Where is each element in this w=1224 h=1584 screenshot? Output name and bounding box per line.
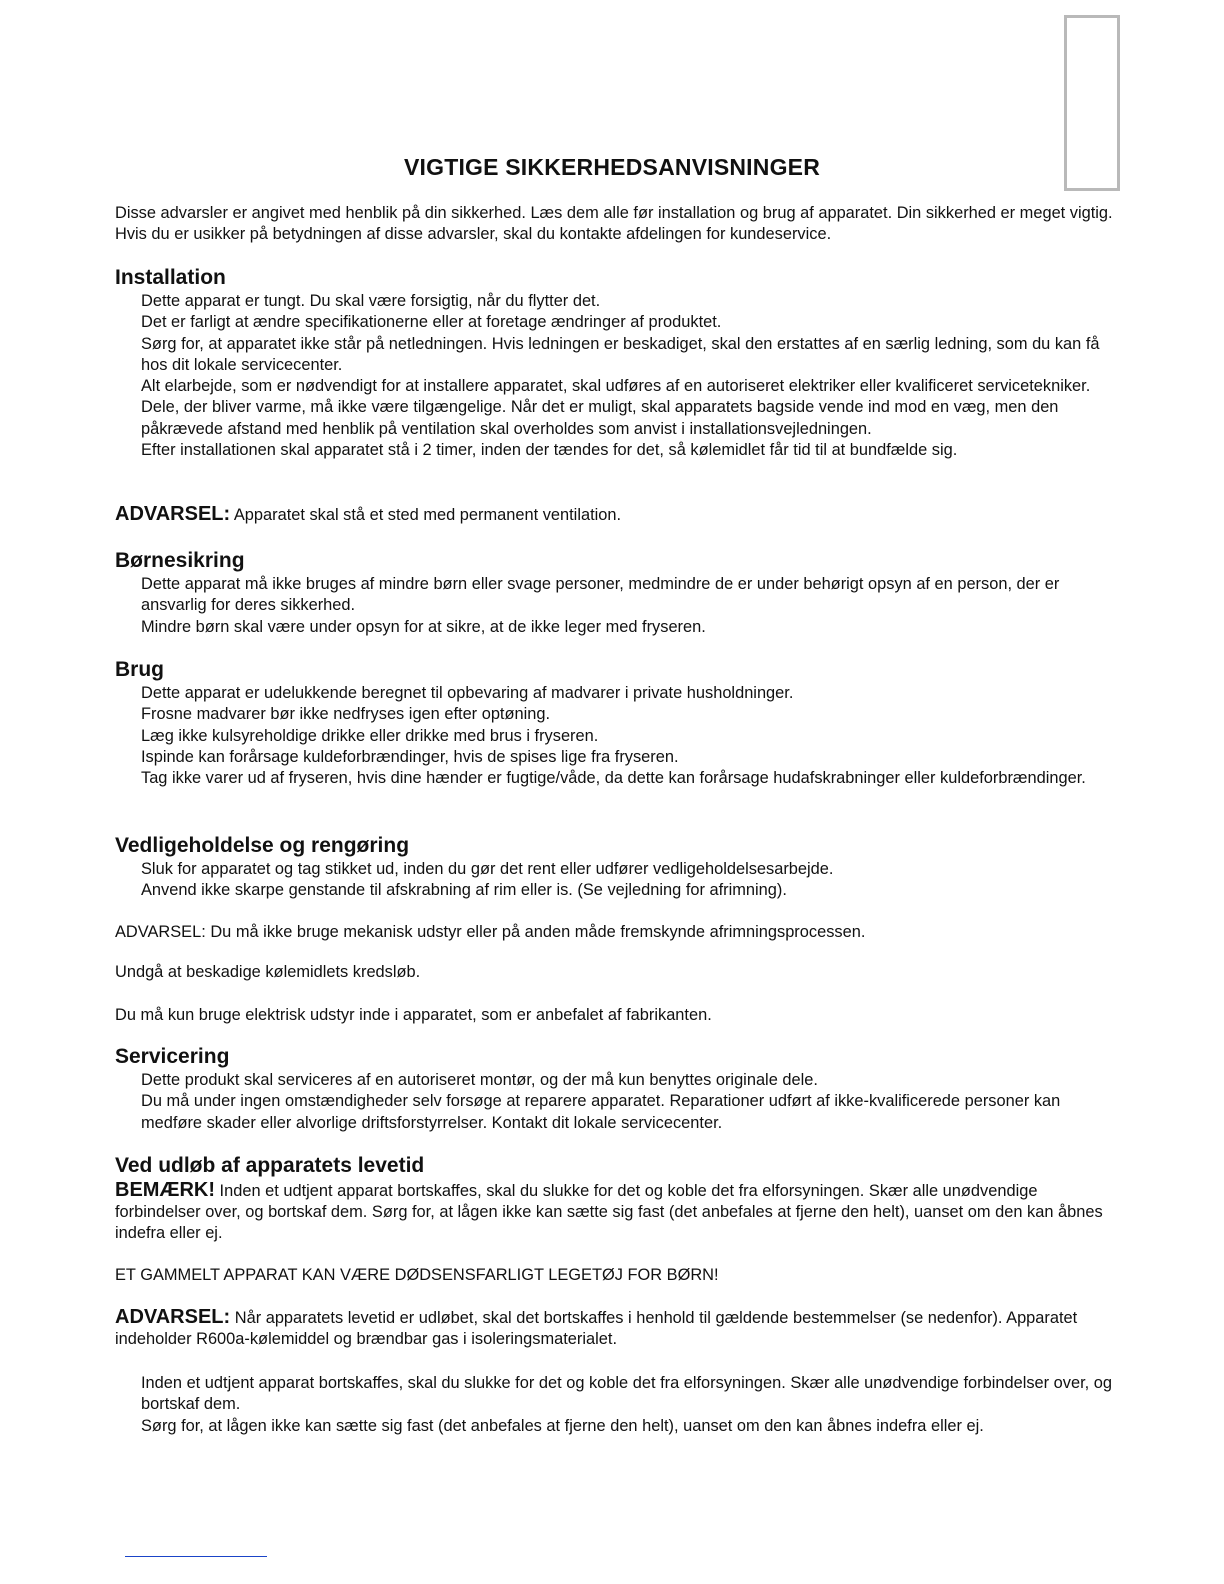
list-item: Du må under ingen omstændigheder selv forsøge at reparere apparatet. Reparationer udført af ikke-kvalificerede personer kan medføre skader eller alvorlige driftsforstyrrelser. Kontakt dit lokale servicecenter. bbox=[141, 1092, 1061, 1132]
list-item: Ispinde kan forårsage kuldeforbrændinger, hvis de spises lige fra fryseren. bbox=[141, 747, 679, 766]
disposal-warning bbox=[115, 1307, 1115, 1350]
list-item: Dette apparat er tungt. Du skal være forsigtig, når du flytter det. bbox=[141, 292, 601, 310]
intro-paragraph: Disse advarsler er angivet med henblik på din sikkerhed. Læs dem alle før installation og brug af apparatet. Din sikkerhed er meget vigtig. Hvis du er usikker på betydningen af disse advarsler, skal du kontakte afdelingen for kundeservice. bbox=[115, 204, 1113, 243]
warning-label: ADVARSEL: bbox=[115, 503, 231, 525]
section-heading-endoflife: Ved udløb af apparatets levetid bbox=[115, 1154, 425, 1177]
list-item: Efter installationen skal apparatet stå i 2 timer, inden der tændes for det, så kølemidlet får tid til at bundfælde sig. bbox=[141, 441, 958, 460]
electrical-equipment-note: Du må kun bruge elektrisk udstyr inde i apparatet, som er anbefalet af fabrikanten. bbox=[115, 1006, 712, 1024]
section-heading-servicing: Servicering bbox=[115, 1045, 230, 1068]
childsafety-list bbox=[141, 574, 1116, 638]
warning-text: Når apparatets levetid er udløbet, skal det bortskaffes i henhold til gældende bestemmelser (se nedenfor). Apparatet indeholder R600a-kølemiddel og brændbar gas i isoleringsmaterialet. bbox=[115, 1309, 1078, 1348]
warning-text: Apparatet skal stå et sted med permanent ventilation. bbox=[230, 506, 622, 524]
list-item: Læg ikke kulsyreholdige drikke eller drikke med brus i fryseren. bbox=[141, 726, 599, 745]
ventilation-warning bbox=[115, 504, 1115, 526]
list-item: Dette apparat må ikke bruges af mindre børn eller svage personer, medmindre de er under behørigt opsyn af en person, der er ansvarlig for deres sikkerhed. bbox=[141, 575, 1060, 615]
final-instructions bbox=[141, 1373, 1116, 1437]
defrost-warning: ADVARSEL: Du må ikke bruge mekanisk udstyr eller på anden måde fremskynde afrimningsprocessen. bbox=[115, 923, 866, 941]
list-item: Sluk for apparatet og tag stikket ud, inden du gør det rent eller udfører vedligeholdelsesarbejde. bbox=[141, 860, 834, 878]
list-item: Inden et udtjent apparat bortskaffes, skal du slukke for det og koble det fra elforsyningen. Skær alle unødvendige forbindelser over, og bortskaf dem. bbox=[141, 1374, 1112, 1414]
list-item: Sørg for, at lågen ikke kan sætte sig fast (det anbefales at fjerne den helt), uanset om den kan åbnes indefra eller ej. bbox=[141, 1416, 984, 1435]
list-item: Tag ikke varer ud af fryseren, hvis dine hænder er fugtige/våde, da dette kan forårsage hudafskrabninger eller kuldeforbrændinger. bbox=[141, 769, 1086, 788]
section-heading-maintenance: Vedligeholdelse og rengøring bbox=[115, 834, 410, 857]
list-item: Alt elarbejde, som er nødvendigt for at installere apparatet, skal udføres af en autoriseret elektriker eller kvalificeret servicetekniker. bbox=[141, 377, 1091, 396]
list-item: Dette produkt skal serviceres af en autoriseret montør, og der må kun benyttes originale dele. bbox=[141, 1071, 818, 1089]
section-heading-use: Brug bbox=[115, 658, 164, 681]
footnote-separator bbox=[125, 1556, 267, 1557]
note-label: BEMÆRK! bbox=[115, 1179, 215, 1201]
disposal-note bbox=[115, 1180, 1115, 1244]
list-item: Frosne madvarer bør ikke nedfryses igen efter optøning. bbox=[141, 705, 551, 724]
maintenance-list bbox=[141, 859, 1116, 902]
note-text: Inden et udtjent apparat bortskaffes, skal du slukke for det og koble det fra elforsyningen. Skær alle unødvendige forbindelser over, og bortskaf dem. Sørg for, at lågen ikke kan sætte sig fast (det anbefales at fjerne den helt), uanset om den kan åbnes indefra eller ej. bbox=[115, 1182, 1103, 1242]
section-heading-installation: Installation bbox=[115, 266, 226, 289]
page-title: VIGTIGE SIKKERHEDSANVISNINGER bbox=[403, 154, 821, 180]
refrigerant-circuit-note: Undgå at beskadige kølemidlets kredsløb. bbox=[115, 963, 421, 981]
list-item: Dele, der bliver varme, må ikke være tilgængelige. Når det er muligt, skal apparatets bagside vende ind mod en væg, men den påkrævede afstand med henblik på ventilation skal overholdes som anvist i installationsvejledningen. bbox=[141, 398, 1059, 438]
list-item: Sørg for, at apparatet ikke står på netledningen. Hvis ledningen er beskadiget, skal den erstattes af en særlig ledning, som du kan få hos dit lokale servicecenter. bbox=[141, 334, 1100, 374]
servicing-list bbox=[141, 1070, 1116, 1134]
list-item: Mindre børn skal være under opsyn for at sikre, at de ikke leger med fryseren. bbox=[141, 617, 706, 636]
warning-label: ADVARSEL: bbox=[115, 1306, 231, 1328]
installation-list bbox=[141, 291, 1116, 461]
list-item: Dette apparat er udelukkende beregnet til opbevaring af madvarer i private husholdninger. bbox=[141, 684, 794, 702]
list-item: Anvend ikke skarpe genstande til afskrabning af rim eller is. (Se vejledning for afrimning). bbox=[141, 881, 787, 900]
danger-notice: ET GAMMELT APPARAT KAN VÆRE DØDSENSFARLIGT LEGETØJ FOR BØRN! bbox=[115, 1266, 719, 1284]
list-item: Det er farligt at ændre specifikationerne eller at foretage ændringer af produktet. bbox=[141, 313, 722, 332]
use-list bbox=[141, 683, 1116, 789]
section-heading-childsafety: Børnesikring bbox=[115, 549, 245, 572]
